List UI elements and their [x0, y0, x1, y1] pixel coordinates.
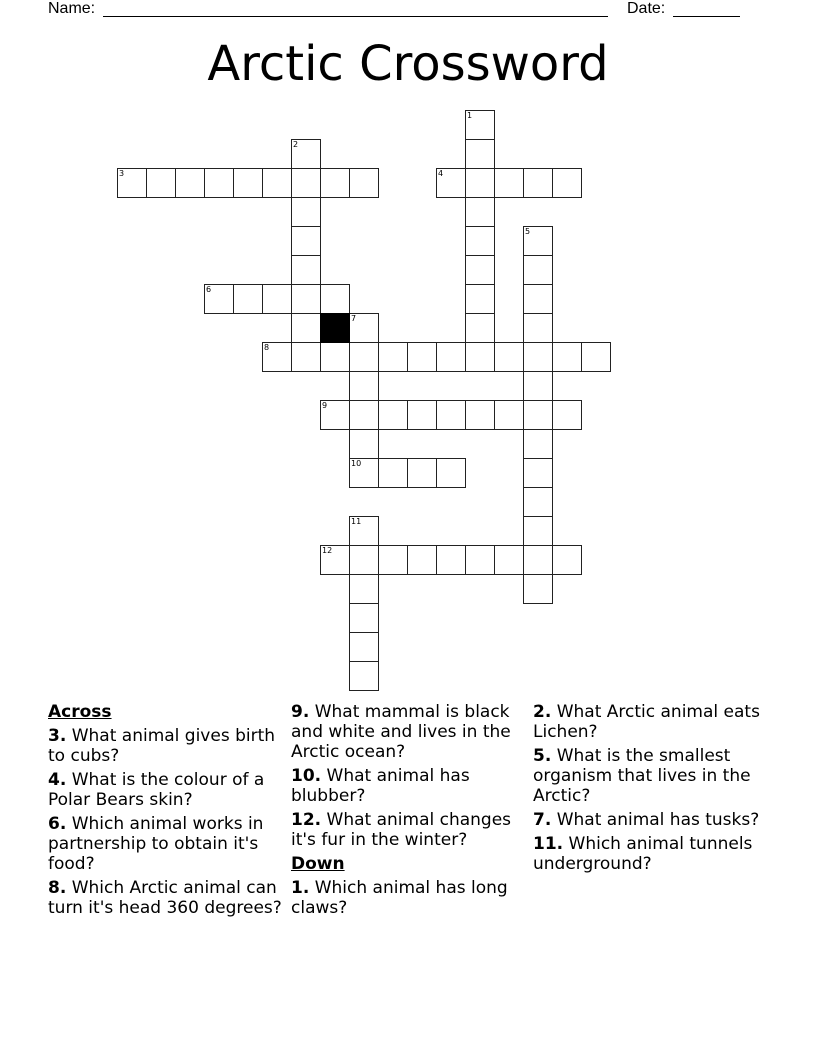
grid-cell[interactable] [378, 458, 408, 488]
clue-down-11 [533, 834, 773, 874]
grid-cell[interactable] [320, 400, 350, 430]
grid-cell[interactable] [378, 545, 408, 575]
grid-cell[interactable] [523, 574, 553, 604]
clue-number: 8. [48, 878, 67, 898]
clue-number: 1. [291, 878, 310, 898]
grid-cell[interactable] [523, 371, 553, 401]
name-label: Name: [48, 0, 96, 17]
clue-number-label: 7 [351, 314, 357, 323]
grid-cell[interactable] [465, 545, 495, 575]
clue-text: What animal changes it's fur in the winter? [291, 810, 512, 850]
clue-number: 7. [533, 810, 552, 830]
grid-cell[interactable] [233, 284, 263, 314]
grid-cell[interactable] [320, 545, 350, 575]
grid-cell[interactable] [291, 342, 321, 372]
grid-cell[interactable] [378, 400, 408, 430]
clue-number-label: 12 [322, 546, 333, 555]
grid-cell[interactable] [552, 400, 582, 430]
black-cell [320, 313, 350, 343]
grid-cell[interactable] [349, 429, 379, 459]
grid-cell[interactable] [291, 226, 321, 256]
grid-cell[interactable] [465, 110, 495, 140]
grid-cell[interactable] [523, 545, 553, 575]
clue-number-label: 5 [525, 227, 531, 236]
clues-column-3 [533, 702, 773, 878]
date-field[interactable] [673, 16, 740, 17]
grid-cell[interactable] [291, 313, 321, 343]
clue-number: 3. [48, 726, 67, 746]
grid-cell[interactable] [320, 168, 350, 198]
clue-number: 9. [291, 702, 310, 722]
across-heading: Across [48, 702, 112, 722]
grid-cell[interactable] [465, 400, 495, 430]
clue-number-label: 2 [293, 140, 299, 149]
grid-cell[interactable] [291, 197, 321, 227]
clue-down-2 [533, 702, 773, 742]
grid-cell[interactable] [117, 168, 147, 198]
clue-text: What is the colour of a Polar Bears skin? [48, 770, 265, 810]
clue-across-6 [48, 814, 288, 874]
clue-number: 10. [291, 766, 322, 786]
name-field[interactable] [103, 16, 608, 17]
grid-cell[interactable] [204, 168, 234, 198]
clue-down-1 [291, 878, 531, 918]
grid-cell[interactable] [349, 371, 379, 401]
clue-across-12 [291, 810, 531, 850]
grid-cell[interactable] [465, 139, 495, 169]
clue-text: What Arctic animal eats Lichen? [533, 702, 760, 742]
grid-cell[interactable] [262, 168, 292, 198]
grid-cell[interactable] [349, 313, 379, 343]
grid-cell[interactable] [523, 168, 553, 198]
grid-cell[interactable] [494, 545, 524, 575]
clue-number: 6. [48, 814, 67, 834]
grid-cell[interactable] [233, 168, 263, 198]
clue-text: What is the smallest organism that lives in the Arctic? [533, 746, 751, 806]
clue-number-label: 1 [467, 111, 473, 120]
down-heading: Down [291, 854, 345, 874]
clue-down-7 [533, 810, 773, 830]
grid-cell[interactable] [407, 545, 437, 575]
grid-cell[interactable] [291, 284, 321, 314]
grid-cell[interactable] [523, 487, 553, 517]
grid-cell[interactable] [465, 226, 495, 256]
clue-text: Which animal works in partnership to obtain it's food? [48, 814, 264, 874]
clue-number-label: 10 [351, 459, 362, 468]
clue-across-10 [291, 766, 531, 806]
grid-cell[interactable] [291, 139, 321, 169]
clue-down-5 [533, 746, 773, 806]
grid-cell[interactable] [407, 400, 437, 430]
clue-across-4 [48, 770, 288, 810]
grid-cell[interactable] [523, 458, 553, 488]
grid-cell[interactable] [291, 168, 321, 198]
grid-cell[interactable] [320, 284, 350, 314]
grid-cell[interactable] [494, 342, 524, 372]
grid-cell[interactable] [465, 168, 495, 198]
clue-number-label: 6 [206, 285, 212, 294]
clue-text: Which animal has long claws? [291, 878, 508, 918]
grid-cell[interactable] [349, 400, 379, 430]
grid-cell[interactable] [465, 284, 495, 314]
grid-cell[interactable] [204, 284, 234, 314]
grid-cell[interactable] [465, 197, 495, 227]
grid-cell[interactable] [291, 255, 321, 285]
grid-cell[interactable] [175, 168, 205, 198]
clue-text: Which Arctic animal can turn it's head 360 degrees? [48, 878, 282, 918]
grid-cell[interactable] [349, 342, 379, 372]
grid-cell[interactable] [581, 342, 611, 372]
clue-text: What animal gives birth to cubs? [48, 726, 276, 766]
grid-cell[interactable] [349, 168, 379, 198]
clue-number: 11. [533, 834, 564, 854]
grid-cell[interactable] [262, 284, 292, 314]
grid-cell[interactable] [465, 313, 495, 343]
clue-number: 2. [533, 702, 552, 722]
grid-cell[interactable] [523, 313, 553, 343]
clue-text: What animal has blubber? [291, 766, 470, 806]
grid-cell[interactable] [436, 458, 466, 488]
grid-cell[interactable] [523, 284, 553, 314]
grid-cell[interactable] [494, 168, 524, 198]
crossword-grid [117, 110, 637, 710]
clue-number: 4. [48, 770, 67, 790]
grid-cell[interactable] [349, 516, 379, 546]
clue-text: Which animal tunnels underground? [533, 834, 753, 874]
grid-cell[interactable] [436, 545, 466, 575]
grid-cell[interactable] [349, 632, 379, 662]
worksheet-header [0, 0, 816, 20]
clue-number-label: 3 [119, 169, 125, 178]
clue-number-label: 8 [264, 343, 270, 352]
grid-cell[interactable] [349, 545, 379, 575]
clues-column-1 [48, 702, 288, 922]
page-title: Arctic Crossword [207, 36, 609, 92]
grid-cell[interactable] [552, 342, 582, 372]
grid-cell[interactable] [320, 342, 350, 372]
grid-cell[interactable] [465, 255, 495, 285]
grid-cell[interactable] [523, 429, 553, 459]
grid-cell[interactable] [552, 168, 582, 198]
clue-text: What mammal is black and white and lives in the Arctic ocean? [291, 702, 511, 762]
date-label: Date: [627, 0, 666, 17]
grid-cell[interactable] [494, 400, 524, 430]
grid-cell[interactable] [349, 574, 379, 604]
grid-cell[interactable] [552, 545, 582, 575]
grid-cell[interactable] [146, 168, 176, 198]
grid-cell[interactable] [465, 342, 495, 372]
grid-cell[interactable] [407, 458, 437, 488]
clue-number: 5. [533, 746, 552, 766]
grid-cell[interactable] [262, 342, 292, 372]
clue-number-label: 11 [351, 517, 362, 526]
grid-cell[interactable] [436, 168, 466, 198]
clue-text: What animal has tusks? [556, 810, 760, 830]
clue-across-9 [291, 702, 531, 762]
grid-cell[interactable] [523, 226, 553, 256]
clue-number-label: 4 [438, 169, 444, 178]
clues-column-2 [291, 702, 531, 922]
clue-across-3 [48, 726, 288, 766]
grid-cell[interactable] [523, 400, 553, 430]
grid-cell[interactable] [436, 400, 466, 430]
clue-number: 12. [291, 810, 322, 830]
grid-cell[interactable] [349, 603, 379, 633]
clue-number-label: 9 [322, 401, 328, 410]
grid-cell[interactable] [523, 516, 553, 546]
grid-cell[interactable] [349, 661, 379, 691]
clue-across-8 [48, 878, 288, 918]
grid-cell[interactable] [523, 342, 553, 372]
grid-cell[interactable] [523, 255, 553, 285]
grid-cell[interactable] [378, 342, 408, 372]
grid-cell[interactable] [436, 342, 466, 372]
grid-cell[interactable] [407, 342, 437, 372]
grid-cell[interactable] [349, 458, 379, 488]
